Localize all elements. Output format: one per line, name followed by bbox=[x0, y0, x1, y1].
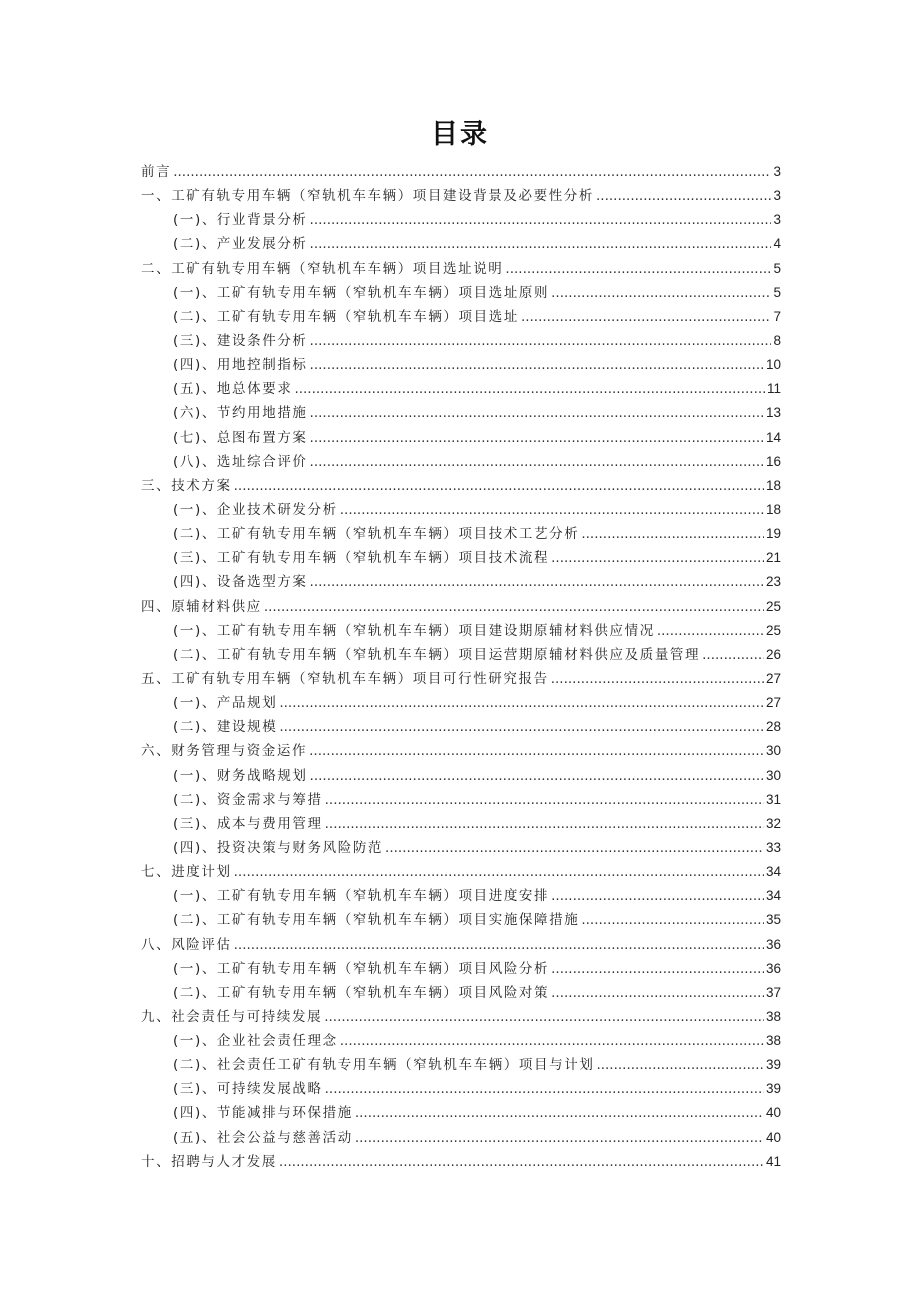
toc-entry-text: (三)、可持续发展战略 bbox=[173, 1081, 323, 1098]
toc-dot-leader bbox=[551, 281, 771, 305]
toc-entry-text: (四)、设备选型方案 bbox=[173, 574, 308, 591]
toc-dot-leader bbox=[551, 546, 764, 570]
toc-entry[interactable] bbox=[141, 933, 781, 957]
toc-entry[interactable] bbox=[141, 908, 781, 932]
toc-page-number: 18 bbox=[765, 477, 781, 493]
toc-dot-leader bbox=[310, 450, 764, 474]
toc-dot-leader bbox=[385, 836, 764, 860]
toc-entry-text: (二)、工矿有轨专用车辆（窄轨机车车辆）项目选址 bbox=[173, 308, 519, 325]
toc-entry-text: (二)、工矿有轨专用车辆（窄轨机车车辆）项目实施保障措施 bbox=[173, 912, 580, 929]
toc-dot-leader bbox=[310, 232, 772, 256]
toc-entry[interactable] bbox=[141, 522, 781, 546]
toc-entry-text: 十、招聘与人才发展 bbox=[141, 1153, 277, 1170]
toc-dot-leader bbox=[702, 643, 764, 667]
toc-dot-leader bbox=[279, 691, 764, 715]
toc-page-number: 3 bbox=[773, 164, 781, 179]
toc-entry-text: (二)、工矿有轨专用车辆（窄轨机车车辆）项目运营期原辅材料供应及质量管理 bbox=[173, 646, 701, 663]
toc-dot-leader bbox=[325, 1077, 764, 1101]
toc-entry[interactable] bbox=[141, 1053, 781, 1077]
toc-entry[interactable] bbox=[141, 570, 781, 594]
toc-entry-text: (二)、建设规模 bbox=[173, 719, 278, 736]
toc-dot-leader bbox=[657, 619, 764, 643]
toc-entry[interactable] bbox=[141, 981, 781, 1005]
toc-dot-leader bbox=[310, 329, 772, 353]
toc-dot-leader bbox=[234, 860, 764, 884]
toc-page-number: 40 bbox=[765, 1105, 781, 1121]
toc-entry-text: 二、工矿有轨专用车辆（窄轨机车车辆）项目选址说明 bbox=[141, 260, 504, 277]
toc-dot-leader bbox=[173, 160, 771, 184]
toc-entry[interactable] bbox=[141, 208, 781, 232]
toc-entry[interactable] bbox=[141, 643, 781, 667]
toc-dot-leader bbox=[581, 908, 764, 932]
toc-entry-text: (二)、资金需求与筹措 bbox=[173, 791, 323, 808]
toc-entry-text: 九、社会责任与可持续发展 bbox=[141, 1008, 323, 1025]
toc-dot-leader bbox=[551, 981, 764, 1005]
toc-page-number: 36 bbox=[765, 936, 781, 952]
toc-entry[interactable] bbox=[141, 764, 781, 788]
toc-entry[interactable] bbox=[141, 474, 781, 498]
toc-entry[interactable] bbox=[141, 401, 781, 425]
toc-page-number: 27 bbox=[765, 695, 781, 711]
toc-entry[interactable] bbox=[141, 812, 781, 836]
toc-dot-leader bbox=[234, 933, 764, 957]
toc-page-number: 5 bbox=[773, 284, 781, 300]
toc-page-number: 13 bbox=[765, 405, 781, 421]
toc-entry-text: 三、技术方案 bbox=[141, 477, 232, 494]
toc-page-number: 23 bbox=[765, 574, 781, 590]
toc-entry[interactable] bbox=[141, 257, 781, 281]
toc-page-number: 26 bbox=[765, 646, 781, 662]
toc-entry-text: (四)、节能减排与环保措施 bbox=[173, 1105, 353, 1122]
toc-dot-leader bbox=[310, 208, 772, 232]
toc-entry-text: (二)、工矿有轨专用车辆（窄轨机车车辆）项目风险对策 bbox=[173, 984, 550, 1001]
toc-entry[interactable] bbox=[141, 450, 781, 474]
toc-page-number: 40 bbox=[765, 1129, 781, 1145]
toc-page-number: 19 bbox=[765, 526, 781, 542]
toc-dot-leader bbox=[310, 570, 764, 594]
toc-entry[interactable] bbox=[141, 739, 781, 763]
toc-dot-leader bbox=[340, 1029, 764, 1053]
toc-entry[interactable] bbox=[141, 377, 781, 401]
toc-entry[interactable] bbox=[141, 160, 781, 184]
toc-dot-leader bbox=[581, 522, 764, 546]
toc-entry[interactable] bbox=[141, 426, 781, 450]
toc-title: 目录 bbox=[431, 119, 489, 150]
toc-entry[interactable] bbox=[141, 305, 781, 329]
toc-dot-leader bbox=[310, 353, 764, 377]
toc-entry-text: (一)、工矿有轨专用车辆（窄轨机车车辆）项目选址原则 bbox=[173, 284, 550, 301]
toc-page-number: 8 bbox=[773, 332, 781, 348]
toc-page-number: 3 bbox=[773, 212, 781, 228]
toc-entry[interactable] bbox=[141, 232, 781, 256]
toc-dot-leader bbox=[279, 1150, 764, 1174]
toc-entry-text: (二)、工矿有轨专用车辆（窄轨机车车辆）项目技术工艺分析 bbox=[173, 526, 580, 543]
toc-entry[interactable] bbox=[141, 884, 781, 908]
toc-page-number: 38 bbox=[765, 1033, 781, 1049]
toc-dot-leader bbox=[505, 257, 771, 281]
toc-dot-leader bbox=[521, 305, 772, 329]
toc-entry[interactable] bbox=[141, 1101, 781, 1125]
toc-dot-leader bbox=[264, 595, 764, 619]
toc-dot-leader bbox=[355, 1101, 764, 1125]
toc-entry-text: (二)、产业发展分析 bbox=[173, 236, 308, 253]
toc-page-number: 34 bbox=[765, 888, 781, 904]
toc-page-number: 35 bbox=[765, 912, 781, 928]
toc-dot-leader bbox=[294, 377, 765, 401]
toc-page-number: 34 bbox=[765, 864, 781, 880]
toc-entry[interactable] bbox=[141, 1126, 781, 1150]
toc-entry-text: 八、风险评估 bbox=[141, 936, 232, 953]
toc-entry[interactable] bbox=[141, 836, 781, 860]
toc-entry-text: 一、工矿有轨专用车辆（窄轨机车车辆）项目建设背景及必要性分析 bbox=[141, 188, 594, 205]
toc-entry[interactable] bbox=[141, 619, 781, 643]
toc-entry[interactable] bbox=[141, 595, 781, 619]
toc-entry[interactable] bbox=[141, 281, 781, 305]
toc-page-number: 7 bbox=[773, 308, 781, 324]
toc-entry[interactable] bbox=[141, 498, 781, 522]
toc-entry-text: (八)、选址综合评价 bbox=[173, 453, 308, 470]
toc-page-number: 25 bbox=[765, 622, 781, 638]
toc-page-number: 5 bbox=[773, 260, 781, 276]
toc-entry-text: (二)、社会责任工矿有轨专用车辆（窄轨机车车辆）项目与计划 bbox=[173, 1057, 595, 1074]
toc-page-number: 37 bbox=[765, 984, 781, 1000]
toc-entry[interactable] bbox=[141, 353, 781, 377]
toc-entry-text: (一)、工矿有轨专用车辆（窄轨机车车辆）项目风险分析 bbox=[173, 960, 550, 977]
toc-dot-leader bbox=[234, 474, 764, 498]
toc-page-number: 41 bbox=[765, 1153, 781, 1169]
toc-dot-leader bbox=[279, 715, 764, 739]
toc-entry-text: (四)、投资决策与财务风险防范 bbox=[173, 839, 384, 856]
toc-dot-leader bbox=[596, 1053, 764, 1077]
toc-page-number: 31 bbox=[765, 791, 781, 807]
toc-entry-text: (五)、社会公益与慈善活动 bbox=[173, 1129, 353, 1146]
toc-entry-text: (四)、用地控制指标 bbox=[173, 357, 308, 374]
toc-dot-leader bbox=[309, 739, 764, 763]
toc-dot-leader bbox=[551, 667, 764, 691]
toc-entry[interactable] bbox=[141, 1029, 781, 1053]
toc-page-number: 38 bbox=[765, 1008, 781, 1024]
toc-entry-text: (七)、总图布置方案 bbox=[173, 429, 308, 446]
toc-dot-leader bbox=[310, 401, 764, 425]
toc-entry-text: 四、原辅材料供应 bbox=[141, 598, 262, 615]
toc-entry-text: (三)、工矿有轨专用车辆（窄轨机车车辆）项目技术流程 bbox=[173, 550, 550, 567]
toc-dot-leader bbox=[340, 498, 764, 522]
toc-page-number: 28 bbox=[765, 719, 781, 735]
toc-entry[interactable] bbox=[141, 1005, 781, 1029]
toc-entry[interactable] bbox=[141, 1077, 781, 1101]
toc-dot-leader bbox=[310, 426, 764, 450]
toc-entry-text: (一)、企业社会责任理念 bbox=[173, 1033, 338, 1050]
toc-entry-text: (五)、地总体要求 bbox=[173, 381, 293, 398]
toc-entry-text: (三)、成本与费用管理 bbox=[173, 815, 323, 832]
toc-page-number: 33 bbox=[765, 839, 781, 855]
toc-entry[interactable] bbox=[141, 860, 781, 884]
toc-entry-text: (六)、节约用地措施 bbox=[173, 405, 308, 422]
toc-page-number: 16 bbox=[765, 453, 781, 469]
toc-entry[interactable] bbox=[141, 184, 781, 208]
toc-entry-text: (一)、行业背景分析 bbox=[173, 212, 308, 229]
toc-page-number: 18 bbox=[765, 501, 781, 517]
toc-entry[interactable] bbox=[141, 329, 781, 353]
toc-page-number: 32 bbox=[765, 815, 781, 831]
toc-entry[interactable] bbox=[141, 546, 781, 570]
toc-page-number: 14 bbox=[765, 429, 781, 445]
toc-dot-leader bbox=[325, 812, 764, 836]
toc-page-number: 30 bbox=[765, 743, 781, 759]
toc-entry-text: (一)、工矿有轨专用车辆（窄轨机车车辆）项目建设期原辅材料供应情况 bbox=[173, 622, 655, 639]
toc-page-number: 21 bbox=[765, 550, 781, 566]
toc-entry-text: 前言 bbox=[141, 164, 172, 180]
toc-dot-leader bbox=[325, 788, 764, 812]
toc-entry[interactable] bbox=[141, 788, 781, 812]
toc-entry-text: 七、进度计划 bbox=[141, 864, 232, 881]
toc-entry[interactable] bbox=[141, 715, 781, 739]
toc-dot-leader bbox=[355, 1126, 764, 1150]
toc-page-number: 30 bbox=[765, 767, 781, 783]
toc-entry-text: (一)、财务战略规划 bbox=[173, 767, 308, 784]
toc-page-number: 4 bbox=[773, 236, 781, 252]
toc-page-number: 27 bbox=[765, 670, 781, 686]
toc-page-number: 25 bbox=[765, 598, 781, 614]
toc-entry-text: (一)、工矿有轨专用车辆（窄轨机车车辆）项目进度安排 bbox=[173, 888, 550, 905]
toc-entry[interactable] bbox=[141, 691, 781, 715]
toc-entry[interactable] bbox=[141, 1150, 781, 1174]
toc-page-number: 10 bbox=[765, 357, 781, 373]
toc-entry-text: (一)、企业技术研发分析 bbox=[173, 501, 338, 518]
toc-entry[interactable] bbox=[141, 957, 781, 981]
toc-page-number: 39 bbox=[765, 1057, 781, 1073]
toc-list bbox=[141, 160, 781, 1174]
toc-entry-text: 六、财务管理与资金运作 bbox=[141, 743, 308, 760]
toc-page-number: 39 bbox=[765, 1081, 781, 1097]
toc-entry[interactable] bbox=[141, 667, 781, 691]
toc-page-number: 11 bbox=[766, 381, 781, 397]
toc-dot-leader bbox=[596, 184, 771, 208]
toc-entry-text: 五、工矿有轨专用车辆（窄轨机车车辆）项目可行性研究报告 bbox=[141, 670, 549, 687]
toc-dot-leader bbox=[551, 884, 764, 908]
toc-page-number: 3 bbox=[773, 188, 781, 204]
toc-dot-leader bbox=[324, 1005, 764, 1029]
toc-dot-leader bbox=[551, 957, 764, 981]
toc-dot-leader bbox=[310, 764, 764, 788]
toc-page-number: 36 bbox=[765, 960, 781, 976]
toc-entry-text: (一)、产品规划 bbox=[173, 695, 278, 712]
toc-entry-text: (三)、建设条件分析 bbox=[173, 332, 308, 349]
